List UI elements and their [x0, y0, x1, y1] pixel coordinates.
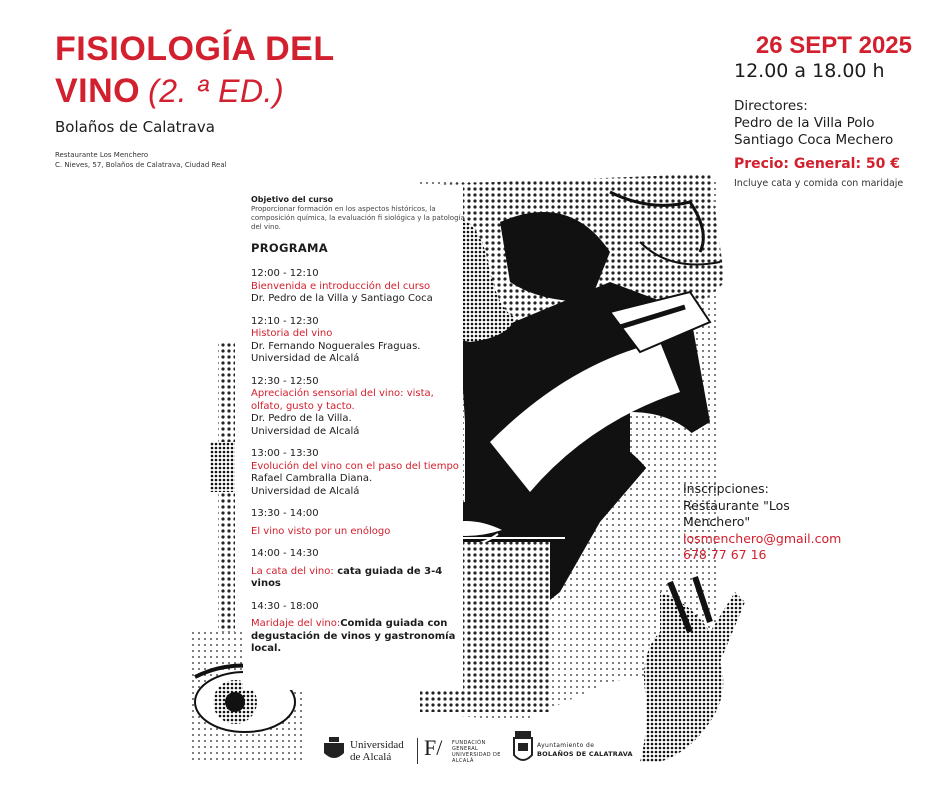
- objective-text: Proporcionar formación en los aspectos históricos, la composición química, la evaluación fi siológica y la patología del vino.: [251, 205, 465, 231]
- program-item: [251, 316, 466, 366]
- program-session: Maridaje del vino:: [251, 618, 341, 629]
- program-item: [251, 448, 466, 498]
- event-hours: 12.00 a 18.00 h: [734, 60, 885, 82]
- edition-label: (2. ª ED.): [148, 73, 285, 109]
- program-speaker: Rafael Cambralla Diana.: [251, 473, 373, 484]
- program-session: Historia del vino: [251, 328, 333, 339]
- program-time: 14:30 - 18:00: [251, 600, 319, 612]
- contact-phone[interactable]: 678 77 67 16: [683, 547, 767, 562]
- uah-line-1: Universidad: [350, 739, 404, 751]
- program-affiliation: Universidad de Alcalá: [251, 353, 360, 364]
- uah-crest-icon: [322, 737, 346, 763]
- program-panel: [243, 185, 463, 690]
- fgua-text: FUNDACIÓN GENERAL UNIVERSIDAD DE ALCALÁ: [452, 740, 501, 764]
- inscriptions: [683, 481, 842, 564]
- program-speaker: Dr. Fernando Noguerales Fraguas.: [251, 340, 421, 352]
- program-item: [251, 508, 466, 538]
- program-affiliation: Universidad de Alcalá: [251, 425, 360, 437]
- director-2: Santiago Coca Mechero: [734, 132, 894, 148]
- program-affiliation: Universidad de Alcalá: [251, 485, 360, 497]
- director-1: Pedro de la Villa Polo: [734, 115, 875, 131]
- ayto-crest-icon: [513, 731, 533, 765]
- program-session-detail: cata guiada de 3-4 vinos: [251, 565, 443, 589]
- program-item: [251, 601, 466, 656]
- ayto-small: Ayuntamiento de: [537, 742, 595, 749]
- uah-line-2: de Alcalá: [350, 751, 392, 763]
- venue: [55, 150, 227, 170]
- inscriptions-place: Restaurante "Los Menchero": [683, 497, 790, 529]
- program-time: 13:00 - 13:30: [251, 448, 319, 459]
- program-item: [251, 376, 466, 439]
- logo-divider: [417, 738, 418, 764]
- location: Bolaños de Calatrava: [55, 118, 215, 136]
- objective-heading: Objetivo del curso: [251, 195, 334, 204]
- price: Precio: General: 50 €: [734, 156, 901, 172]
- directors-label: Directores:: [734, 98, 808, 114]
- program-time: 12:00 - 12:10: [251, 268, 319, 279]
- program-session: Apreciación sensorial del vino: vista, olfato, gusto y tacto.: [251, 388, 434, 412]
- contact-email-link[interactable]: losmenchero@gmail.com: [683, 530, 842, 546]
- title-line-2: VINO: [55, 72, 141, 110]
- program-heading: PROGRAMA: [251, 241, 328, 255]
- inscriptions-label: Inscripciones:: [683, 481, 769, 496]
- ayto-name: BOLAÑOS DE CALATRAVA: [537, 750, 633, 758]
- venue-address: C. Nieves, 57, Bolaños de Calatrava, Ciudad Real: [55, 161, 227, 169]
- program-speaker: Dr. Pedro de la Villa.: [251, 413, 352, 424]
- program-item: [251, 268, 466, 306]
- program-item: [251, 548, 466, 591]
- program-time: 14:00 - 14:30: [251, 548, 319, 559]
- title-line-1: FISIOLOGÍA DEL: [55, 30, 335, 68]
- venue-name: Restaurante Los Menchero: [55, 151, 149, 159]
- program-session: La cata del vino:: [251, 565, 334, 577]
- program-session-detail: Comida guiada con degustación de vinos y gastronomía local.: [251, 618, 456, 654]
- program-speaker: Dr. Pedro de la Villa y Santiago Coca: [251, 293, 433, 304]
- price-note: Incluye cata y comida con maridaje: [734, 178, 904, 189]
- fgua-mark: F/: [424, 735, 443, 760]
- event-date: 26 SEPT 2025: [755, 32, 912, 59]
- program-time: 13:30 - 14:00: [251, 508, 319, 519]
- program-session: El vino visto por un enólogo: [251, 525, 391, 537]
- program-session: Bienvenida e introducción del curso: [251, 280, 431, 292]
- program-session: Evolución del vino con el paso del tiempo: [251, 460, 459, 472]
- program-time: 12:30 - 12:50: [251, 375, 319, 387]
- directors: [734, 98, 893, 149]
- page-title: [55, 28, 395, 112]
- program-time: 12:10 - 12:30: [251, 315, 319, 327]
